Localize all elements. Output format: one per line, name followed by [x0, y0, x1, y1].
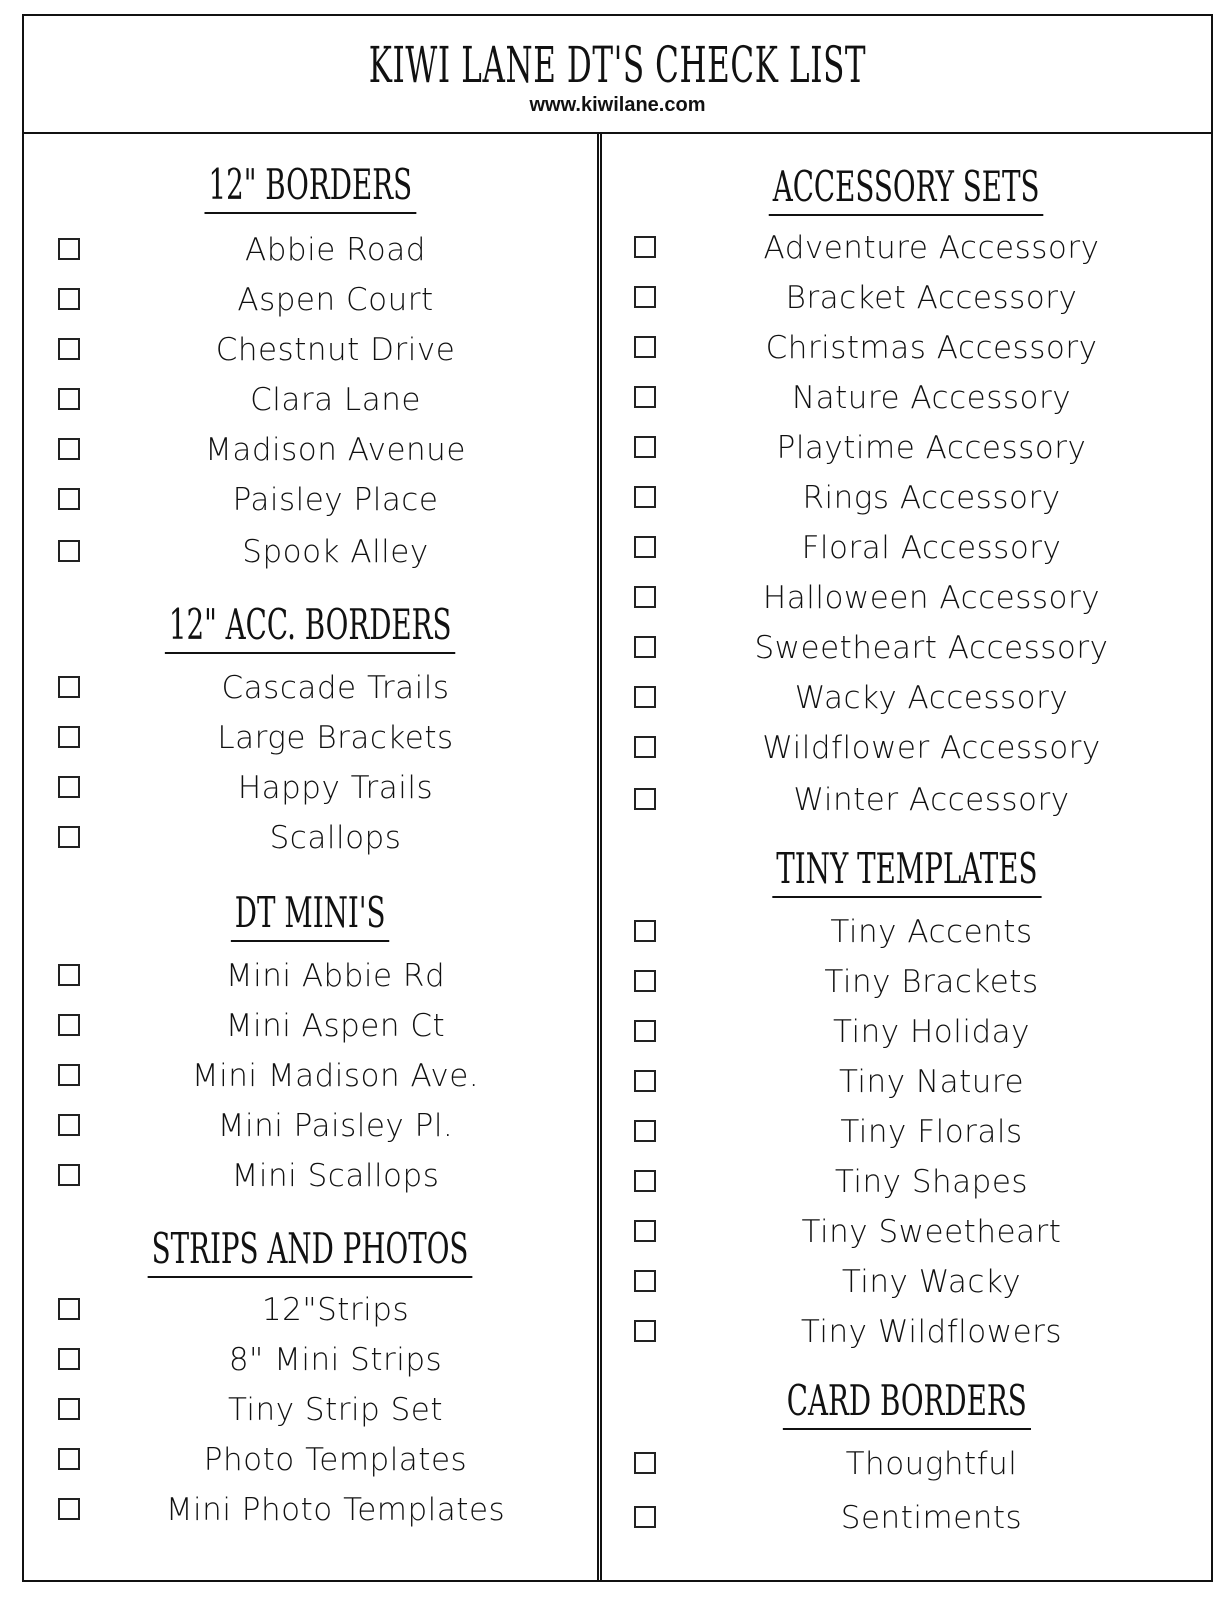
checkbox[interactable] — [58, 1398, 80, 1420]
list-item — [24, 1290, 597, 1330]
checkbox[interactable] — [58, 1114, 80, 1136]
section-heading-dt-minis: DT MINI'S — [24, 890, 597, 942]
item-label: Sentiments — [840, 1500, 1023, 1536]
section-heading-12-borders: 12" BORDERS — [24, 162, 597, 214]
item-label: Tiny Holiday — [833, 1014, 1030, 1050]
list-item — [602, 328, 1211, 368]
checkbox[interactable] — [58, 238, 80, 260]
checkbox[interactable] — [58, 964, 80, 986]
list-item — [24, 380, 597, 420]
list-item — [602, 628, 1211, 668]
item-label: Rings Accessory — [802, 480, 1061, 516]
item-label: Happy Trails — [237, 770, 434, 806]
list-item — [24, 956, 597, 996]
item-label: Large Brackets — [217, 720, 454, 756]
item-label: Nature Accessory — [791, 380, 1072, 416]
checkbox[interactable] — [634, 1220, 656, 1242]
checkbox[interactable] — [58, 540, 80, 562]
item-label: Spook Alley — [242, 534, 429, 570]
list-item — [602, 478, 1211, 518]
item-label: Scallops — [269, 820, 402, 856]
list-item — [24, 480, 597, 520]
list-item — [602, 728, 1211, 768]
checkbox[interactable] — [634, 1320, 656, 1342]
item-label: Aspen Court — [237, 282, 434, 318]
item-label: Mini Madison Ave. — [191, 1058, 480, 1094]
item-label: Playtime Accessory — [776, 430, 1087, 466]
list-item — [602, 428, 1211, 468]
checkbox[interactable] — [58, 776, 80, 798]
section-heading-strips-and-photos: STRIPS AND PHOTOS — [24, 1226, 597, 1278]
list-item — [602, 528, 1211, 568]
list-item — [24, 280, 597, 320]
list-item — [602, 1312, 1211, 1352]
list-item — [24, 230, 597, 270]
checkbox[interactable] — [634, 1170, 656, 1192]
item-label: Halloween Accessory — [762, 580, 1101, 616]
item-label: Adventure Accessory — [763, 230, 1100, 266]
checkbox[interactable] — [634, 1070, 656, 1092]
item-label: 8" Mini Strips — [228, 1342, 443, 1378]
checkbox[interactable] — [58, 1348, 80, 1370]
checklist-frame — [22, 14, 1213, 1582]
item-label: Wacky Accessory — [794, 680, 1069, 716]
checkbox[interactable] — [58, 726, 80, 748]
list-item — [24, 768, 597, 808]
item-label: Christmas Accessory — [765, 330, 1098, 366]
checkbox[interactable] — [634, 236, 656, 258]
list-item — [24, 718, 597, 758]
checkbox[interactable] — [634, 286, 656, 308]
checkbox[interactable] — [58, 1014, 80, 1036]
checkbox[interactable] — [58, 676, 80, 698]
list-item — [602, 962, 1211, 1002]
checkbox[interactable] — [58, 1164, 80, 1186]
item-label: Tiny Strip Set — [227, 1392, 444, 1428]
list-item — [602, 578, 1211, 618]
checkbox[interactable] — [58, 1298, 80, 1320]
checkbox[interactable] — [58, 488, 80, 510]
checkbox[interactable] — [634, 686, 656, 708]
list-item — [24, 1390, 597, 1430]
list-item — [602, 378, 1211, 418]
list-item — [24, 1490, 597, 1530]
checkbox[interactable] — [634, 486, 656, 508]
item-label: Tiny Accents — [830, 914, 1033, 950]
list-item — [24, 1006, 597, 1046]
item-label: Tiny Shapes — [834, 1164, 1029, 1200]
item-label: Tiny Wildflowers — [800, 1314, 1063, 1350]
checkbox[interactable] — [634, 536, 656, 558]
item-label: Chestnut Drive — [215, 332, 456, 368]
item-label: Tiny Sweetheart — [801, 1214, 1062, 1250]
item-label: Wildflower Accessory — [762, 730, 1101, 766]
checkbox[interactable] — [634, 1270, 656, 1292]
checkbox[interactable] — [58, 1498, 80, 1520]
list-item — [602, 1212, 1211, 1252]
checkbox[interactable] — [58, 1064, 80, 1086]
item-label: Cascade Trails — [221, 670, 450, 706]
checkbox[interactable] — [634, 586, 656, 608]
item-label: Tiny Wacky — [841, 1264, 1022, 1300]
checkbox[interactable] — [634, 386, 656, 408]
list-item — [24, 1056, 597, 1096]
checkbox[interactable] — [634, 636, 656, 658]
section-heading-accessory-sets: ACCESSORY SETS — [602, 164, 1211, 216]
checkbox[interactable] — [58, 288, 80, 310]
list-item — [602, 228, 1211, 268]
item-label: Madison Avenue — [205, 432, 466, 468]
checkbox[interactable] — [58, 388, 80, 410]
checkbox[interactable] — [634, 1506, 656, 1528]
list-item — [602, 1444, 1211, 1484]
checkbox[interactable] — [634, 920, 656, 942]
list-item — [24, 532, 597, 572]
checkbox[interactable] — [634, 970, 656, 992]
list-item — [602, 1112, 1211, 1152]
list-item — [24, 330, 597, 370]
list-item — [24, 818, 597, 858]
section-heading-12-acc-borders: 12" ACC. BORDERS — [24, 602, 597, 654]
item-label: Clara Lane — [250, 382, 421, 418]
checkbox[interactable] — [58, 1448, 80, 1470]
item-label: Mini Abbie Rd — [225, 958, 446, 994]
item-label: Photo Templates — [203, 1442, 468, 1478]
page-title: KIWI LANE DT'S CHECK LIST — [368, 36, 867, 94]
item-label: Bracket Accessory — [785, 280, 1078, 316]
item-label: Mini Paisley Pl. — [217, 1108, 454, 1144]
item-label: 12"Strips — [261, 1292, 410, 1328]
item-label: Paisley Place — [232, 482, 439, 518]
right-column — [602, 132, 1211, 1580]
list-item — [24, 1106, 597, 1146]
list-item — [24, 1440, 597, 1480]
checkbox[interactable] — [58, 438, 80, 460]
item-label: Tiny Brackets — [824, 964, 1039, 1000]
section-heading-card-borders: CARD BORDERS — [602, 1378, 1211, 1430]
list-item — [24, 1340, 597, 1380]
item-label: Floral Accessory — [801, 530, 1062, 566]
item-label: Mini Scallops — [231, 1158, 440, 1194]
checkbox[interactable] — [634, 736, 656, 758]
list-item — [602, 678, 1211, 718]
checkbox[interactable] — [634, 436, 656, 458]
left-column — [24, 132, 597, 1580]
checkbox[interactable] — [58, 826, 80, 848]
header — [24, 16, 1211, 134]
item-label: Abbie Road — [245, 232, 426, 268]
section-heading-tiny-templates: TINY TEMPLATES — [602, 846, 1211, 898]
checkbox[interactable] — [634, 336, 656, 358]
item-label: Sweetheart Accessory — [754, 630, 1109, 666]
item-label: Winter Accessory — [793, 782, 1070, 818]
list-item — [24, 668, 597, 708]
list-item — [602, 1062, 1211, 1102]
item-label: Tiny Florals — [840, 1114, 1023, 1150]
website-url: www.kiwilane.com — [529, 94, 706, 116]
checkbox[interactable] — [634, 1120, 656, 1142]
list-item — [602, 278, 1211, 318]
item-label: Tiny Nature — [838, 1064, 1025, 1100]
item-label: Mini Aspen Ct — [225, 1008, 446, 1044]
list-item — [602, 912, 1211, 952]
list-item — [602, 1498, 1211, 1538]
item-label: Thoughtful — [845, 1446, 1018, 1482]
list-item — [602, 1162, 1211, 1202]
checkbox[interactable] — [58, 338, 80, 360]
item-label: Mini Photo Templates — [165, 1492, 506, 1528]
list-item — [602, 1012, 1211, 1052]
list-item — [602, 1262, 1211, 1302]
checkbox[interactable] — [634, 1020, 656, 1042]
checkbox[interactable] — [634, 1452, 656, 1474]
list-item — [24, 430, 597, 470]
list-item — [24, 1156, 597, 1196]
list-item — [602, 780, 1211, 820]
checkbox[interactable] — [634, 788, 656, 810]
